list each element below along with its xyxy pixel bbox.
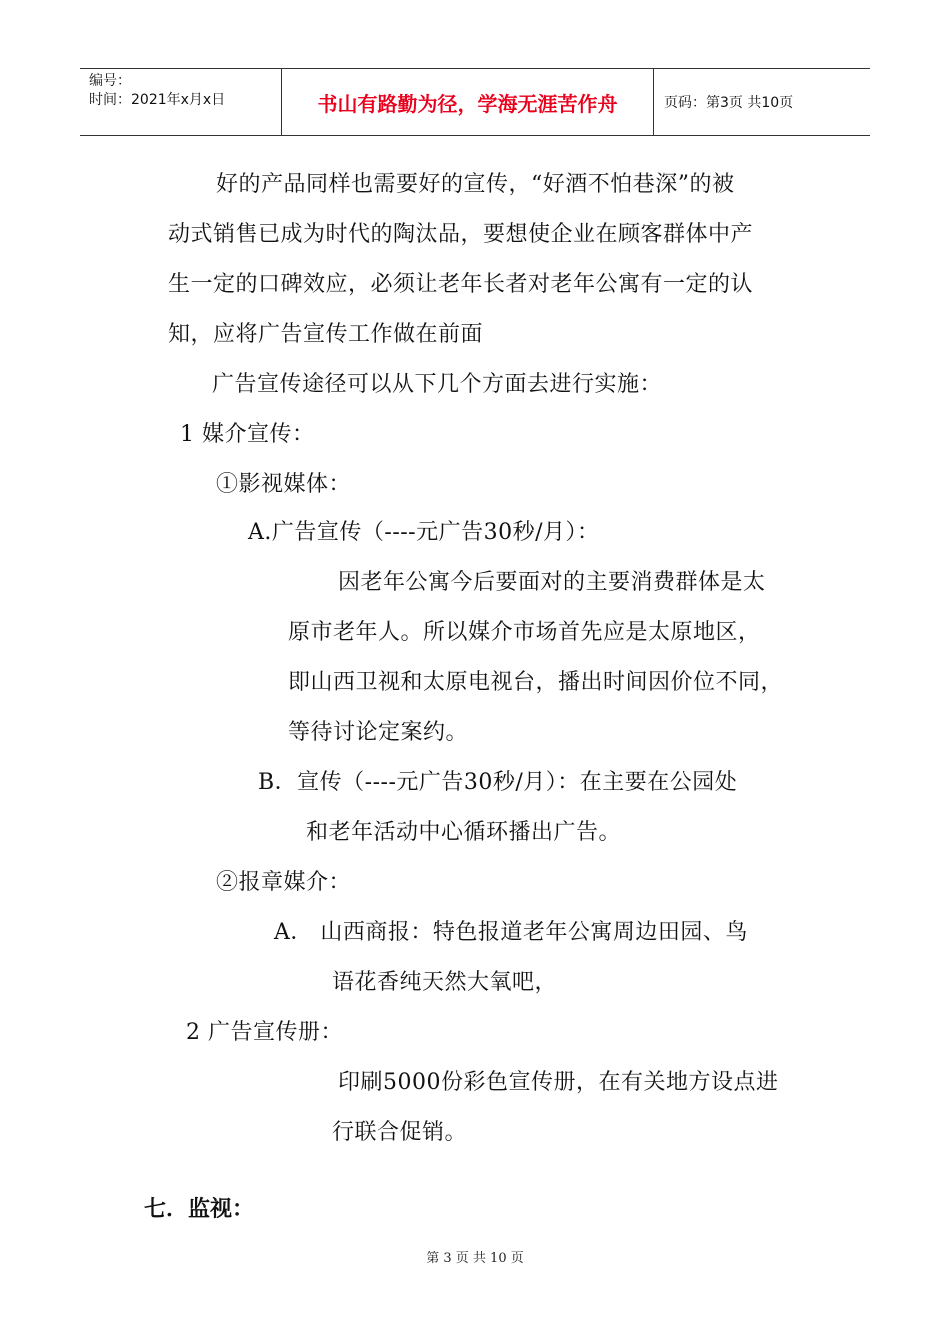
document-date: 时间：2021年x月x日 bbox=[89, 92, 226, 108]
header-meta bbox=[80, 69, 282, 135]
list-item: B．宣传（----元广告30秒/月）：在主要在公园处 bbox=[258, 770, 738, 795]
list-heading: 2 广告宣传册： bbox=[186, 1020, 343, 1045]
list-item: A． 山西商报：特色报道老年公寓周边田园、鸟 bbox=[274, 920, 748, 945]
list-subheading: ②报章媒介： bbox=[216, 870, 352, 895]
body-line: 行联合促销。 bbox=[332, 1120, 468, 1145]
body-line: 和老年活动中心循环播出广告。 bbox=[306, 820, 622, 845]
header-page-info: 页码：第3页 共10页 bbox=[664, 95, 794, 111]
body-line: 知，应将广告宣传工作做在前面 bbox=[168, 322, 484, 347]
body-line: 动式销售已成为时代的陶汰品，要想使企业在顾客群体中产 bbox=[168, 222, 754, 247]
body-line: 原市老年人。所以媒介市场首先应是太原地区， bbox=[288, 620, 761, 645]
page-header bbox=[80, 68, 870, 136]
body-line: 生一定的口碑效应，必须让老年长者对老年公寓有一定的认 bbox=[168, 272, 754, 297]
body-line: 语花香纯天然大氧吧， bbox=[332, 970, 558, 995]
body-line: 好的产品同样也需要好的宣传，“好酒不怕巷深”的被 bbox=[216, 172, 735, 197]
list-heading: 1 媒介宣传： bbox=[180, 422, 315, 447]
body-line: 广告宣传途径可以从下几个方面去进行实施： bbox=[212, 372, 663, 397]
body-line: 即山西卫视和太原电视台，播出时间因价位不同， bbox=[288, 670, 784, 695]
list-subheading: ①影视媒体： bbox=[216, 472, 352, 497]
document-number: 编号： bbox=[89, 73, 131, 89]
page-footer: 第 3 页 共 10 页 bbox=[426, 1251, 524, 1266]
section-heading: 七．监视： bbox=[144, 1197, 255, 1222]
body-line: 因老年公寓今后要面对的主要消费群体是太 bbox=[338, 570, 766, 595]
header-motto: 书山有路勤为径，学海无涯苦作舟 bbox=[282, 69, 654, 135]
list-item: A.广告宣传（----元广告30秒/月）： bbox=[248, 520, 600, 545]
body-line: 等待讨论定案约。 bbox=[288, 720, 469, 745]
body-line: 印刷5000份彩色宣传册，在有关地方设点进 bbox=[338, 1070, 779, 1095]
